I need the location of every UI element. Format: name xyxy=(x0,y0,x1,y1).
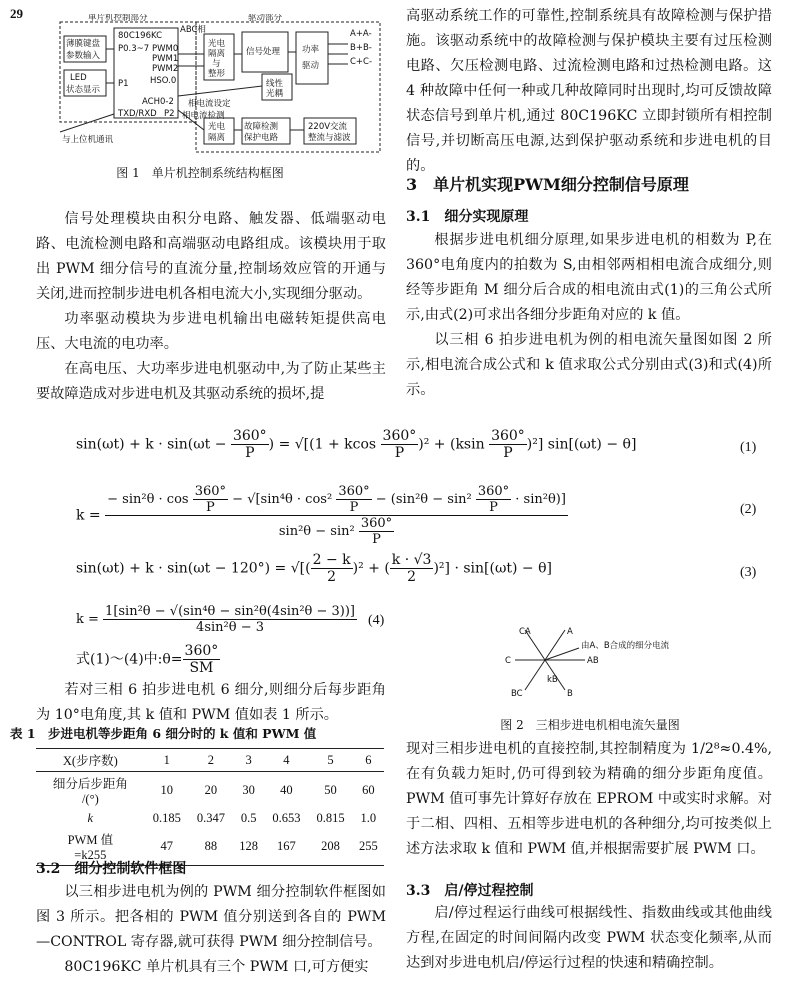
table-cell: 1.0 xyxy=(360,811,377,825)
equation-note: 式(1)～(4)中:θ= $\frac{360^\circ}{SM}$ xyxy=(76,643,219,676)
label-drive-part: 驱动部分 xyxy=(248,14,283,23)
label-txd: TXD/RXD xyxy=(118,109,157,119)
equation-2: k = − sin²θ · cos $\frac{360^\circ}{P}$ − √[sin⁴θ · cos² $\frac{360^\circ}{P}$ − (sin²θ − sin² $\frac{360^\circ}{P}$ · sin²θ)] sin²θ − sin² $\frac{360^\circ}{P}$ xyxy=(76,484,566,547)
table-header-cell: 2 xyxy=(189,749,233,772)
table-cell: 50 xyxy=(324,783,337,797)
table-cell: 40 xyxy=(280,783,293,797)
label-current-det: 相电流检测 xyxy=(182,111,225,121)
label-keyboard-1: 薄膜键盘 xyxy=(66,39,101,49)
table-cell: 细分后步距角 /(°) xyxy=(52,777,128,806)
table-cell: 255 xyxy=(358,839,378,853)
label-opto2-b: 隔离 xyxy=(208,133,226,143)
figure-1-block-diagram xyxy=(58,14,388,154)
table-header-row xyxy=(36,749,384,772)
vector-label-ca: CA xyxy=(519,627,531,637)
figure-2-vector-diagram xyxy=(505,622,695,702)
label-supply-b: 整流与滤波 xyxy=(308,133,351,143)
label-out-b: B+B- xyxy=(350,43,372,53)
label-out-a: A+A- xyxy=(350,29,372,39)
table-cell: 30 xyxy=(242,783,255,797)
table-cell: 0.653 xyxy=(272,811,301,825)
paragraph: 在高电压、大功率步进电机驱动中,为了防止某些主要故障造成对步进电机及其驱动系统的损坏,提 xyxy=(36,361,386,402)
figure-1-caption: 图 1 单片机控制系统结构框图 xyxy=(116,166,284,180)
subsection-3-3-body xyxy=(406,901,772,976)
label-power-b: 驱动 xyxy=(302,61,320,71)
table-cell: 20 xyxy=(204,783,218,797)
label-led-1: LED xyxy=(70,73,87,83)
label-chip: 80C196KC xyxy=(118,31,163,41)
table-header-cell: 6 xyxy=(353,749,384,772)
equation-1: sin(ωt) + k · sin(ωt − $\frac{360^\circ}{P}$ ) = √[(1 + kcos $\frac{360^\circ}{P}$ )² + (ksin $\frac{360^\circ}{P}$ )²] sin[(ωt) − θ] xyxy=(76,428,637,461)
label-signal: 信号处理 xyxy=(246,47,281,57)
table-cell: 208 xyxy=(321,839,340,853)
equation-1-number: (1) xyxy=(740,440,757,455)
equation-note-text: 式(1)～(4)中:θ= xyxy=(76,651,183,668)
table-cell: PWM 值 =k255 xyxy=(67,833,114,862)
paragraph: 根据步进电机细分原理,如果步进电机的相数为 P,在 360°电角度内的拍数为 S,由相邻两相相电流合成细分,则经等步距角 M 细分后合成的相电流由式(1)的三角公式所示,由式(2)可求出各细分步距角对应的 k 值。 xyxy=(406,232,772,323)
paragraph: 80C196KC 单片机具有三个 PWM 口,可方便实 xyxy=(64,959,369,975)
vector-label-bc: BC xyxy=(511,689,523,699)
label-keyboard-2: 参数输入 xyxy=(66,51,101,61)
label-abc: ABC相 xyxy=(180,25,206,35)
table-row xyxy=(36,772,384,810)
table-cell: 0.185 xyxy=(152,811,181,825)
label-opto2-a: 光电 xyxy=(208,122,226,132)
vector-label-c: C xyxy=(505,656,511,666)
table-row xyxy=(36,809,384,828)
vector-note: 由A、B合成的细分电流 xyxy=(581,641,670,651)
table-header-cell: 1 xyxy=(145,749,189,772)
table-cell: 47 xyxy=(160,839,173,853)
figure-2-caption: 图 2 三相步进电机相电流矢量图 xyxy=(500,718,680,732)
label-host: 与上位机通讯 xyxy=(62,135,114,145)
vector-label-kb: kB xyxy=(547,675,558,685)
table-cell: 0.5 xyxy=(240,811,257,825)
table-cell: 60 xyxy=(362,783,375,797)
label-p0: P0.3~7 xyxy=(118,44,150,54)
equation-4: k = $\frac{\text{1[sin²θ − √(sin⁴θ − sin²θ(4sin²θ − 3))]}}{\text{4sin²θ − 3}}$ xyxy=(76,604,356,635)
equation-3: sin(ωt) + k · sin(ωt − 120°) = √[( $\frac{2 - k}{2}$ )² + ( $\frac{k \cdot √3}{2}$ )²] · sin[(ωt) − θ] xyxy=(76,552,552,585)
vector-label-a: A xyxy=(567,627,573,637)
label-opto1-b: 隔离 xyxy=(208,49,226,59)
subsection-3-3-title: 3.3 启/停过程控制 xyxy=(406,883,534,899)
right-column-mid xyxy=(406,737,772,862)
paragraph: 以三相步进电机为例的 PWM 细分控制软件框图如图 3 所示。把各相的 PWM 值分别送到各自的 PWM—CONTROL 寄存器,就可获得 PWM 细分控制信号。 xyxy=(36,884,386,950)
table-header-cell: 3 xyxy=(233,749,264,772)
label-linear-a: 线性 xyxy=(266,79,284,89)
label-opto1-d: 整形 xyxy=(208,69,226,79)
table-1 xyxy=(36,748,384,866)
subsection-3-2-body xyxy=(36,880,386,980)
label-pwm0: PWM0 xyxy=(152,44,179,54)
label-linear-b: 光耦 xyxy=(266,89,284,99)
label-pwm1: PWM1 xyxy=(152,54,179,64)
left-column-mid xyxy=(36,678,386,728)
paragraph: 以三相 6 拍步进电机为例的相电流矢量图如图 2 所示,相电流合成公式和 k 值求取公式分别由式(3)和式(4)所示。 xyxy=(406,332,772,398)
equation-3-number: (3) xyxy=(740,565,757,580)
table-cell: 0.815 xyxy=(316,811,345,825)
paragraph: 信号处理模块由积分电路、触发器、低端驱动电路、电流检测电路和高端驱动电路组成。该模块用于取出 PWM 细分信号的直流分量,控制场效应管的开通与关闭,进而控制步进电机各相电流大小,实现细分驱动。 xyxy=(36,211,386,302)
subsection-3-1-body xyxy=(406,228,772,403)
vector-label-b: B xyxy=(567,689,573,699)
label-led-2: 状态显示 xyxy=(66,85,101,95)
label-mcu-part: 单片机控制部分 xyxy=(88,14,148,23)
subsection-3-2-title: 3.2 细分控制软件框图 xyxy=(36,861,187,877)
right-column-top xyxy=(406,4,772,179)
label-fault-a: 故障检测 xyxy=(244,122,279,132)
table-cell: 10 xyxy=(160,783,173,797)
label-ach: ACH0-2 xyxy=(142,97,174,107)
equation-4-number: (4) xyxy=(368,613,385,628)
label-opto1-c: 与 xyxy=(212,59,221,69)
table-header-cell: X(步序数) xyxy=(36,749,145,772)
table-header-cell: 5 xyxy=(308,749,352,772)
table-header-cell: 4 xyxy=(264,749,308,772)
paragraph: 高驱动系统工作的可靠性,控制系统具有故障检测与保护措施。该驱动系统中的故障检测与保护模块主要有过压检测电路、欠压检测电路、过流检测电路和过热检测电路。这 4 种故障中任何一种或几种故障同时出现时,均可反馈故障状态信号到单片机,通过 80C196KC 立即封锁所有相控制信号,并切断高压电源,达到保护驱动系统和步进电机的目的。 xyxy=(406,8,772,174)
label-opto1-a: 光电 xyxy=(208,39,226,49)
label-p2: P2 xyxy=(164,109,175,119)
equation-2-number: (2) xyxy=(740,502,757,517)
table-cell: 128 xyxy=(239,839,259,853)
paragraph: 若对三相 6 拍步进电机 6 细分,则细分后每步距角为 10°电角度,其 k 值和 PWM 值如表 1 所示。 xyxy=(36,682,386,723)
table-1-title: 表 1 步进电机等步距角 6 细分时的 k 值和 PWM 值 xyxy=(10,726,317,741)
label-hso: HSO.0 xyxy=(150,76,177,86)
page-number: 29 xyxy=(10,6,23,21)
paragraph: 现对三相步进电机的直接控制,其控制精度为 1/2⁸≈0.4%,在有负载力矩时,仍可得到较为精确的细分步距角度值。PWM 值可事先计算好存放在 EPROM 中或实时求解。对于二相、四相、五相等步进电机的各种细分,均可按类似上述方法求取 k 值和 PWM 值,并根据需要扩展 PWM 口。 xyxy=(406,741,772,857)
vector-label-ab: AB xyxy=(587,656,599,666)
label-out-c: C+C- xyxy=(350,57,373,67)
left-column-top xyxy=(36,207,386,407)
paragraph: 功率驱动模块为步进电机输出电磁转矩提供高电压、大电流的电功率。 xyxy=(36,311,386,352)
table-cell: 88 xyxy=(204,839,218,853)
label-supply-a: 220V交流 xyxy=(308,122,348,132)
section-3-title: 3 单片机实现PWM细分控制信号原理 xyxy=(406,175,689,194)
label-current-set: 相电流设定 xyxy=(188,99,231,109)
label-fault-b: 保护电路 xyxy=(244,133,279,143)
table-cell: k xyxy=(87,811,94,825)
subsection-3-1-title: 3.1 细分实现原理 xyxy=(406,209,529,225)
label-power-a: 功率 xyxy=(302,45,320,55)
label-p1: P1 xyxy=(118,79,129,89)
table-cell: 167 xyxy=(277,839,296,853)
paragraph: 启/停过程运行曲线可根据线性、指数曲线或其他曲线方程,在固定的时间间隔内改变 PWM 状态变化频率,从而达到对步进电机启/停运行过程的快速和精确控制。 xyxy=(406,905,772,971)
table-cell: 0.347 xyxy=(196,811,225,825)
label-pwm2: PWM2 xyxy=(152,64,179,74)
